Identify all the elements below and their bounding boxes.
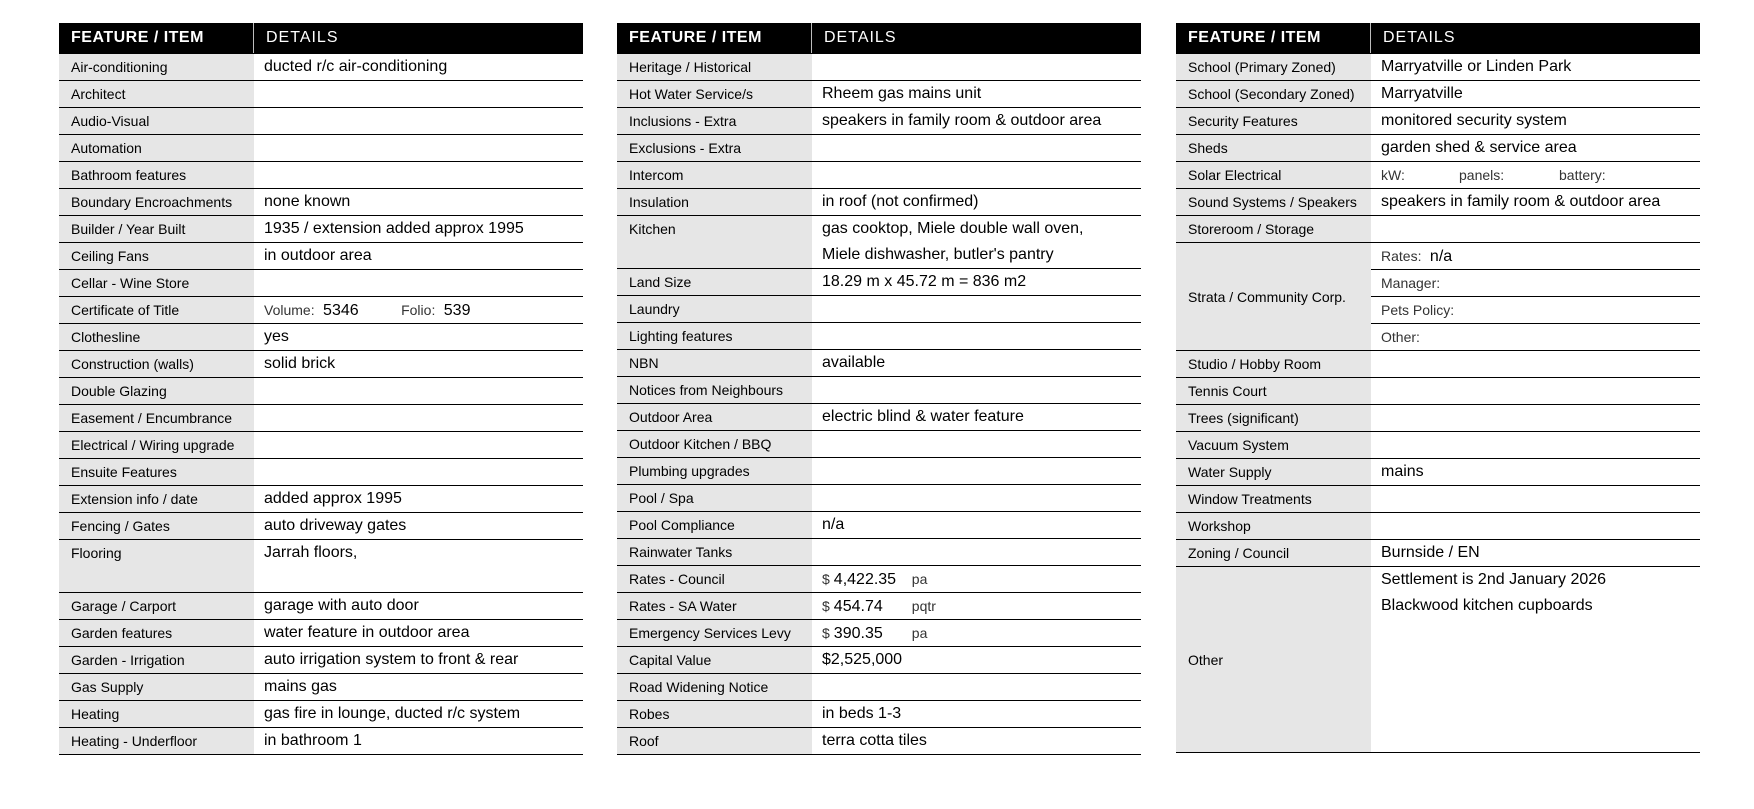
detail-value (1381, 405, 1700, 431)
table-row (59, 486, 583, 513)
amount-value: 454.74 (833, 598, 883, 615)
amount-value: 4,422.35 (833, 571, 897, 588)
table-row (1176, 243, 1700, 351)
feature-label: Audio-Visual (71, 113, 150, 129)
table-row (59, 432, 583, 459)
detail-value: in roof (not confirmed) (822, 193, 979, 210)
table-row (1176, 108, 1700, 135)
table-row (59, 620, 583, 647)
header-feature: FEATURE / ITEM (617, 23, 812, 53)
feature-label: Zoning / Council (1188, 545, 1290, 561)
feature-label: Construction (walls) (71, 356, 194, 372)
feature-label: Pool / Spa (629, 490, 694, 506)
detail-value (1381, 513, 1700, 539)
detail-value (822, 674, 1141, 700)
period-label: pa (911, 571, 928, 587)
table-row (1176, 351, 1700, 378)
currency-symbol: $ (822, 625, 830, 641)
feature-label: Kitchen (629, 221, 676, 237)
table-row (59, 459, 583, 486)
table-row (1176, 405, 1700, 432)
detail-value: gas fire in lounge, ducted r/c system (264, 705, 521, 722)
volume-value: 5346 (323, 302, 359, 319)
feature-label: Window Treatments (1188, 491, 1312, 507)
table-row (617, 431, 1141, 458)
table-row (1176, 81, 1700, 108)
feature-label: Automation (71, 140, 142, 156)
detail-value (822, 54, 1141, 80)
detail-value (822, 485, 1141, 511)
feature-label: Boundary Encroachments (71, 194, 233, 210)
table-row (1176, 432, 1700, 459)
feature-label: Builder / Year Built (71, 221, 186, 237)
detail-value (822, 458, 1141, 484)
amount-value: 390.35 (833, 625, 883, 642)
table-row (617, 135, 1141, 162)
table-row (59, 351, 583, 378)
feature-label: Security Features (1188, 113, 1298, 129)
table-row (617, 512, 1141, 539)
features-table-1 (59, 23, 583, 755)
feature-label: Heating - Underfloor (71, 733, 198, 749)
detail-value (1381, 378, 1700, 404)
feature-label: Heritage / Historical (629, 59, 752, 75)
feature-label: Storeroom / Storage (1188, 221, 1315, 237)
detail-value: Marryatville (1381, 85, 1463, 102)
table-row (59, 81, 583, 108)
feature-label: Land Size (629, 274, 692, 290)
table-row (617, 458, 1141, 485)
table-row (617, 81, 1141, 108)
feature-label: Strata / Community Corp. (1188, 288, 1346, 305)
feature-label: Extension info / date (71, 491, 198, 507)
detail-value (1381, 486, 1700, 512)
table-row (59, 162, 583, 189)
feature-label: Lighting features (629, 328, 733, 344)
feature-label: Emergency Services Levy (629, 625, 791, 641)
certificate-of-title-detail (264, 297, 583, 323)
feature-label: Rainwater Tanks (629, 544, 733, 560)
detail-value: 18.29 m x 45.72 m = 836 m2 (822, 273, 1027, 290)
pets-policy-label: Pets Policy: (1381, 302, 1455, 318)
detail-value (822, 135, 1141, 161)
detail-value: solid brick (264, 355, 336, 372)
table-row (617, 189, 1141, 216)
table-row (617, 620, 1141, 647)
feature-label: Pool Compliance (629, 517, 735, 533)
table-row (59, 674, 583, 701)
feature-label: Garden features (71, 625, 173, 641)
table-row (59, 593, 583, 620)
period-label: pqtr (911, 598, 936, 614)
table-row (59, 378, 583, 405)
feature-label: School (Secondary Zoned) (1188, 86, 1355, 102)
folio-value: 539 (443, 302, 471, 319)
feature-label: Ensuite Features (71, 464, 177, 480)
table-row (617, 647, 1141, 674)
table-row (617, 54, 1141, 81)
detail-value: electric blind & water feature (822, 408, 1024, 425)
detail-value (1381, 216, 1700, 242)
detail-value: Miele dishwasher, butler's pantry (822, 246, 1054, 263)
table-header (59, 23, 583, 54)
detail-value: mains gas (264, 678, 337, 695)
manager-label: Manager: (1381, 275, 1441, 291)
feature-label: Fencing / Gates (71, 518, 170, 534)
feature-label: Hot Water Service/s (629, 86, 753, 102)
detail-value: n/a (822, 516, 845, 533)
detail-value: Burnside / EN (1381, 544, 1480, 561)
table-row (617, 296, 1141, 323)
table-row (59, 728, 583, 755)
feature-label: Clothesline (71, 329, 141, 345)
table-row (59, 243, 583, 270)
detail-value: yes (264, 328, 289, 345)
table-row (617, 701, 1141, 728)
detail-value (822, 296, 1141, 322)
table-row (1176, 54, 1700, 81)
table-row (617, 593, 1141, 620)
feature-label: Insulation (629, 194, 689, 210)
feature-label: Robes (629, 706, 670, 722)
feature-label: Trees (significant) (1188, 410, 1299, 426)
table-row (617, 108, 1141, 135)
feature-label: Rates - SA Water (629, 598, 737, 614)
detail-value: gas cooktop, Miele double wall oven, (822, 220, 1084, 237)
table-row (617, 485, 1141, 512)
table-row (59, 108, 583, 135)
table-row (617, 728, 1141, 755)
feature-label: Outdoor Area (629, 409, 713, 425)
feature-label: Garage / Carport (71, 598, 177, 614)
table-row (1176, 378, 1700, 405)
feature-label: Cellar - Wine Store (71, 275, 190, 291)
features-table-3 (1176, 23, 1700, 753)
feature-label: Sound Systems / Speakers (1188, 194, 1357, 210)
header-details: DETAILS (1383, 29, 1456, 46)
feature-label: Inclusions - Extra (629, 113, 737, 129)
rates-council-detail (822, 566, 1141, 592)
detail-value: in bathroom 1 (264, 732, 362, 749)
table-row (617, 323, 1141, 350)
detail-value (822, 323, 1141, 349)
features-table-2 (617, 23, 1141, 755)
detail-value: in beds 1-3 (822, 705, 902, 722)
table-row (59, 297, 583, 324)
detail-value: Settlement is 2nd January 2026 (1381, 571, 1607, 588)
detail-value: speakers in family room & outdoor area (822, 112, 1102, 129)
detail-value (822, 377, 1141, 403)
header-details: DETAILS (824, 29, 897, 46)
feature-label: Exclusions - Extra (629, 140, 742, 156)
table-row (59, 647, 583, 674)
table-row (59, 324, 583, 351)
feature-label: Water Supply (1188, 464, 1272, 480)
detail-value: none known (264, 193, 351, 210)
feature-label: Garden - Irrigation (71, 652, 185, 668)
detail-value (1381, 351, 1700, 377)
table-row (617, 350, 1141, 377)
detail-value: added approx 1995 (264, 490, 402, 507)
detail-value (264, 405, 583, 431)
table-row (1176, 216, 1700, 243)
feature-label: Sheds (1188, 140, 1228, 156)
feature-label: Tennis Court (1188, 383, 1267, 399)
table-row (59, 216, 583, 243)
detail-value (264, 378, 583, 404)
detail-value: garage with auto door (264, 597, 419, 614)
header-feature: FEATURE / ITEM (59, 23, 254, 53)
detail-value (1381, 432, 1700, 458)
feature-label: Outdoor Kitchen / BBQ (629, 436, 772, 452)
feature-label: Other (1188, 651, 1224, 668)
feature-label: Road Widening Notice (629, 679, 769, 695)
rates-label: Rates: (1381, 248, 1422, 264)
table-row (59, 540, 583, 593)
feature-label: Roof (629, 733, 659, 749)
feature-label: Electrical / Wiring upgrade (71, 437, 235, 453)
detail-value (822, 431, 1141, 457)
table-row (1176, 189, 1700, 216)
feature-label: Workshop (1188, 518, 1251, 534)
detail-value: ducted r/c air-conditioning (264, 58, 448, 75)
feature-label: Laundry (629, 301, 680, 317)
period-label: pa (911, 625, 928, 641)
table-row (59, 405, 583, 432)
detail-value: water feature in outdoor area (264, 624, 470, 641)
detail-value (822, 539, 1141, 565)
detail-value (264, 135, 583, 161)
detail-value: Jarrah floors, (264, 544, 358, 561)
table-row (1176, 486, 1700, 513)
header-details: DETAILS (266, 29, 339, 46)
table-row (1176, 162, 1700, 189)
feature-label: Heating (71, 706, 120, 722)
detail-value: auto irrigation system to front & rear (264, 651, 519, 668)
table-row (59, 513, 583, 540)
table-row (59, 54, 583, 81)
battery-label: battery: (1559, 167, 1606, 183)
feature-label: Double Glazing (71, 383, 167, 399)
detail-value (264, 270, 583, 296)
rates-value: n/a (1429, 248, 1453, 265)
table-row (1176, 567, 1700, 753)
feature-label: Notices from Neighbours (629, 382, 784, 398)
feature-label: NBN (629, 355, 659, 371)
table-row (1176, 135, 1700, 162)
detail-value: monitored security system (1381, 112, 1567, 129)
table-row (617, 566, 1141, 593)
detail-value: Blackwood kitchen cupboards (1381, 597, 1593, 614)
feature-label: Rates - Council (629, 571, 725, 587)
other-label: Other: (1381, 329, 1420, 345)
feature-label: Capital Value (629, 652, 712, 668)
feature-label: Easement / Encumbrance (71, 410, 233, 426)
table-row (59, 135, 583, 162)
table-row (59, 701, 583, 728)
detail-value (264, 432, 583, 458)
feature-label: Bathroom features (71, 167, 187, 183)
table-row (617, 162, 1141, 189)
feature-label: Flooring (71, 545, 122, 561)
esl-detail (822, 620, 1141, 646)
detail-value: terra cotta tiles (822, 732, 927, 749)
feature-label: Vacuum System (1188, 437, 1289, 453)
detail-value (264, 162, 583, 188)
detail-value: speakers in family room & outdoor area (1381, 193, 1661, 210)
detail-value: 1935 / extension added approx 1995 (264, 220, 524, 237)
detail-value: Rheem gas mains unit (822, 85, 982, 102)
feature-label: Gas Supply (71, 679, 144, 695)
feature-label: Air-conditioning (71, 59, 168, 75)
table-row (1176, 513, 1700, 540)
solar-detail (1381, 162, 1700, 188)
table-row (617, 216, 1141, 269)
table-row (617, 269, 1141, 296)
strata-rates (1381, 243, 1452, 269)
detail-value: $2,525,000 (822, 651, 903, 668)
feature-label: Solar Electrical (1188, 167, 1282, 183)
detail-value: mains (1381, 463, 1424, 480)
detail-value (264, 459, 583, 485)
table-row (1176, 540, 1700, 567)
feature-label: Ceiling Fans (71, 248, 149, 264)
table-row (617, 539, 1141, 566)
table-row (1176, 459, 1700, 486)
volume-label: Volume: (264, 302, 315, 318)
currency-symbol: $ (822, 598, 830, 614)
table-row (59, 189, 583, 216)
table-row (617, 404, 1141, 431)
detail-value (822, 162, 1141, 188)
detail-value: Marryatville or Linden Park (1381, 58, 1572, 75)
detail-value: garden shed & service area (1381, 139, 1577, 156)
table-header (617, 23, 1141, 54)
feature-label: Plumbing upgrades (629, 463, 750, 479)
table-row (59, 270, 583, 297)
detail-value: auto driveway gates (264, 517, 407, 534)
feature-label: Certificate of Title (71, 302, 180, 318)
panels-label: panels: (1459, 167, 1505, 183)
feature-label: School (Primary Zoned) (1188, 59, 1336, 75)
rates-water-detail (822, 593, 1141, 619)
table-row (617, 674, 1141, 701)
feature-label: Intercom (629, 167, 684, 183)
table-row (617, 377, 1141, 404)
table-header (1176, 23, 1700, 54)
feature-label: Studio / Hobby Room (1188, 356, 1322, 372)
currency-symbol: $ (822, 571, 830, 587)
header-feature: FEATURE / ITEM (1176, 23, 1371, 53)
detail-value: in outdoor area (264, 247, 372, 264)
detail-value (264, 81, 583, 107)
detail-value: available (822, 354, 886, 371)
detail-value (264, 108, 583, 134)
kw-label: kW: (1381, 167, 1405, 183)
folio-label: Folio: (401, 302, 436, 318)
feature-label: Architect (71, 86, 126, 102)
